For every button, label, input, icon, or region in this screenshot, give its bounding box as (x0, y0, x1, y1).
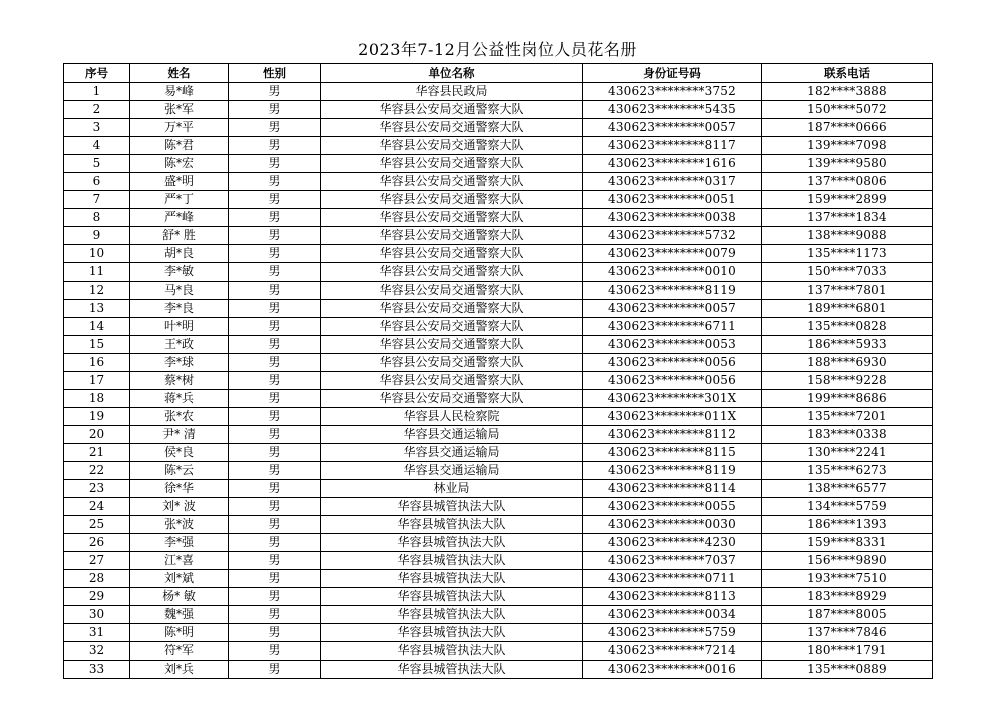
cell-id-number: 430623********5759 (583, 624, 762, 642)
cell-unit: 华容县公安局交通警察大队 (321, 281, 583, 299)
cell-name: 江*喜 (130, 552, 229, 570)
cell-index: 17 (64, 371, 130, 389)
cell-name: 魏*强 (130, 606, 229, 624)
table-row (64, 498, 933, 516)
cell-id-number: 430623********5435 (583, 101, 762, 119)
cell-gender: 男 (229, 570, 321, 588)
cell-id-number: 430623********0056 (583, 371, 762, 389)
table-row (64, 83, 933, 101)
cell-unit: 华容县公安局交通警察大队 (321, 245, 583, 263)
cell-index: 15 (64, 335, 130, 353)
cell-unit: 华容县城管执法大队 (321, 642, 583, 660)
cell-index: 28 (64, 570, 130, 588)
cell-phone: 159****8331 (762, 534, 933, 552)
cell-id-number: 430623********0010 (583, 263, 762, 281)
cell-phone: 186****1393 (762, 516, 933, 534)
cell-name: 李*球 (130, 353, 229, 371)
cell-name: 马*良 (130, 281, 229, 299)
table-row (64, 371, 933, 389)
cell-gender: 男 (229, 119, 321, 137)
cell-id-number: 430623********8113 (583, 588, 762, 606)
page-title: 2023年7-12月公益性岗位人员花名册 (358, 40, 637, 59)
cell-gender: 男 (229, 191, 321, 209)
table-row (64, 281, 933, 299)
cell-phone: 137****1834 (762, 209, 933, 227)
cell-gender: 男 (229, 317, 321, 335)
cell-id-number: 430623********0057 (583, 119, 762, 137)
table-row (64, 407, 933, 425)
cell-phone: 134****5759 (762, 498, 933, 516)
cell-name: 陈*君 (130, 137, 229, 155)
cell-index: 27 (64, 552, 130, 570)
cell-index: 10 (64, 245, 130, 263)
col-header-unit: 单位名称 (321, 64, 583, 83)
table-row (64, 299, 933, 317)
cell-id-number: 430623********0055 (583, 498, 762, 516)
cell-index: 8 (64, 209, 130, 227)
cell-phone: 139****9580 (762, 155, 933, 173)
table-row (64, 335, 933, 353)
cell-phone: 137****7801 (762, 281, 933, 299)
table-row (64, 173, 933, 191)
cell-unit: 华容县城管执法大队 (321, 624, 583, 642)
cell-id-number: 430623********0051 (583, 191, 762, 209)
cell-id-number: 430623********0038 (583, 209, 762, 227)
cell-phone: 138****6577 (762, 480, 933, 498)
cell-unit: 华容县公安局交通警察大队 (321, 263, 583, 281)
cell-index: 32 (64, 642, 130, 660)
cell-index: 11 (64, 263, 130, 281)
cell-gender: 男 (229, 389, 321, 407)
cell-gender: 男 (229, 624, 321, 642)
cell-id-number: 430623********0711 (583, 570, 762, 588)
cell-phone: 150****5072 (762, 101, 933, 119)
table-row (64, 191, 933, 209)
table-row (64, 263, 933, 281)
cell-index: 14 (64, 317, 130, 335)
table-row (64, 624, 933, 642)
cell-unit: 华容县公安局交通警察大队 (321, 137, 583, 155)
table-row (64, 588, 933, 606)
cell-gender: 男 (229, 588, 321, 606)
cell-name: 陈*云 (130, 461, 229, 479)
cell-unit: 华容县公安局交通警察大队 (321, 335, 583, 353)
cell-index: 16 (64, 353, 130, 371)
col-header-gender: 性别 (229, 64, 321, 83)
cell-phone: 139****7098 (762, 137, 933, 155)
cell-id-number: 430623********6711 (583, 317, 762, 335)
cell-gender: 男 (229, 245, 321, 263)
table-row (64, 245, 933, 263)
col-header-id-number: 身份证号码 (583, 64, 762, 83)
cell-name: 盛*明 (130, 173, 229, 191)
table-row (64, 137, 933, 155)
cell-index: 3 (64, 119, 130, 137)
cell-index: 7 (64, 191, 130, 209)
cell-gender: 男 (229, 516, 321, 534)
cell-name: 舒* 胜 (130, 227, 229, 245)
cell-name: 刘*斌 (130, 570, 229, 588)
cell-phone: 156****9890 (762, 552, 933, 570)
cell-name: 叶*明 (130, 317, 229, 335)
cell-unit: 华容县城管执法大队 (321, 534, 583, 552)
cell-name: 张*农 (130, 407, 229, 425)
cell-name: 刘* 波 (130, 498, 229, 516)
cell-index: 30 (64, 606, 130, 624)
cell-gender: 男 (229, 209, 321, 227)
cell-name: 杨* 敏 (130, 588, 229, 606)
table-row (64, 552, 933, 570)
table-row (64, 389, 933, 407)
cell-id-number: 430623********7214 (583, 642, 762, 660)
cell-unit: 华容县民政局 (321, 83, 583, 101)
cell-name: 侯*良 (130, 443, 229, 461)
cell-phone: 135****7201 (762, 407, 933, 425)
cell-name: 尹* 清 (130, 425, 229, 443)
cell-gender: 男 (229, 443, 321, 461)
cell-index: 25 (64, 516, 130, 534)
cell-phone: 180****1791 (762, 642, 933, 660)
cell-index: 20 (64, 425, 130, 443)
cell-name: 徐*华 (130, 480, 229, 498)
cell-unit: 华容县城管执法大队 (321, 552, 583, 570)
cell-gender: 男 (229, 227, 321, 245)
cell-unit: 华容县公安局交通警察大队 (321, 173, 583, 191)
cell-name: 陈*明 (130, 624, 229, 642)
cell-id-number: 430623********0034 (583, 606, 762, 624)
cell-phone: 137****7846 (762, 624, 933, 642)
cell-unit: 华容县公安局交通警察大队 (321, 155, 583, 173)
cell-unit: 华容县公安局交通警察大队 (321, 371, 583, 389)
cell-phone: 158****9228 (762, 371, 933, 389)
cell-phone: 186****5933 (762, 335, 933, 353)
cell-gender: 男 (229, 498, 321, 516)
cell-phone: 182****3888 (762, 83, 933, 101)
cell-index: 29 (64, 588, 130, 606)
cell-id-number: 430623********4230 (583, 534, 762, 552)
cell-gender: 男 (229, 137, 321, 155)
table-row (64, 209, 933, 227)
cell-unit: 华容县城管执法大队 (321, 606, 583, 624)
cell-phone: 135****6273 (762, 461, 933, 479)
cell-unit: 华容县城管执法大队 (321, 498, 583, 516)
cell-phone: 159****2899 (762, 191, 933, 209)
cell-name: 刘*兵 (130, 660, 229, 678)
cell-phone: 183****8929 (762, 588, 933, 606)
cell-phone: 135****0828 (762, 317, 933, 335)
cell-id-number: 430623********0317 (583, 173, 762, 191)
cell-name: 张*波 (130, 516, 229, 534)
cell-id-number: 430623********8117 (583, 137, 762, 155)
cell-gender: 男 (229, 83, 321, 101)
cell-id-number: 430623********0057 (583, 299, 762, 317)
cell-gender: 男 (229, 660, 321, 678)
cell-index: 13 (64, 299, 130, 317)
cell-unit: 华容县城管执法大队 (321, 660, 583, 678)
cell-id-number: 430623********8119 (583, 461, 762, 479)
table-row (64, 119, 933, 137)
cell-id-number: 430623********0079 (583, 245, 762, 263)
cell-gender: 男 (229, 371, 321, 389)
table-row (64, 534, 933, 552)
cell-unit: 林业局 (321, 480, 583, 498)
cell-name: 符*军 (130, 642, 229, 660)
cell-unit: 华容县公安局交通警察大队 (321, 389, 583, 407)
cell-gender: 男 (229, 407, 321, 425)
cell-name: 李*敏 (130, 263, 229, 281)
cell-id-number: 430623********8114 (583, 480, 762, 498)
cell-id-number: 430623********0016 (583, 660, 762, 678)
cell-id-number: 430623********3752 (583, 83, 762, 101)
table-row (64, 461, 933, 479)
cell-phone: 187****8005 (762, 606, 933, 624)
cell-index: 5 (64, 155, 130, 173)
table-header (64, 64, 933, 83)
cell-id-number: 430623********8115 (583, 443, 762, 461)
table-body (64, 83, 933, 679)
cell-unit: 华容县交通运输局 (321, 461, 583, 479)
header-row (64, 64, 933, 83)
col-header-name: 姓名 (130, 64, 229, 83)
cell-gender: 男 (229, 263, 321, 281)
cell-id-number: 430623********0030 (583, 516, 762, 534)
cell-name: 万*平 (130, 119, 229, 137)
cell-phone: 189****6801 (762, 299, 933, 317)
table-row (64, 425, 933, 443)
cell-unit: 华容县公安局交通警察大队 (321, 119, 583, 137)
cell-unit: 华容县交通运输局 (321, 443, 583, 461)
cell-id-number: 430623********0053 (583, 335, 762, 353)
cell-name: 李*良 (130, 299, 229, 317)
cell-name: 蒋*兵 (130, 389, 229, 407)
cell-phone: 188****6930 (762, 353, 933, 371)
cell-name: 严*峰 (130, 209, 229, 227)
table-row (64, 443, 933, 461)
cell-index: 1 (64, 83, 130, 101)
cell-id-number: 430623********5732 (583, 227, 762, 245)
cell-unit: 华容县人民检察院 (321, 407, 583, 425)
cell-gender: 男 (229, 101, 321, 119)
table-row (64, 317, 933, 335)
cell-gender: 男 (229, 281, 321, 299)
cell-gender: 男 (229, 606, 321, 624)
cell-gender: 男 (229, 461, 321, 479)
cell-index: 22 (64, 461, 130, 479)
cell-unit: 华容县城管执法大队 (321, 588, 583, 606)
cell-gender: 男 (229, 480, 321, 498)
cell-phone: 199****8686 (762, 389, 933, 407)
cell-index: 18 (64, 389, 130, 407)
cell-name: 严*丁 (130, 191, 229, 209)
roster-table (63, 63, 933, 679)
cell-index: 19 (64, 407, 130, 425)
cell-id-number: 430623********7037 (583, 552, 762, 570)
cell-gender: 男 (229, 335, 321, 353)
cell-phone: 137****0806 (762, 173, 933, 191)
cell-unit: 华容县公安局交通警察大队 (321, 227, 583, 245)
cell-index: 23 (64, 480, 130, 498)
cell-index: 33 (64, 660, 130, 678)
cell-gender: 男 (229, 353, 321, 371)
cell-phone: 135****0889 (762, 660, 933, 678)
cell-gender: 男 (229, 299, 321, 317)
table-row (64, 101, 933, 119)
cell-unit: 华容县公安局交通警察大队 (321, 209, 583, 227)
cell-index: 24 (64, 498, 130, 516)
cell-index: 4 (64, 137, 130, 155)
cell-index: 2 (64, 101, 130, 119)
table-row (64, 642, 933, 660)
cell-unit: 华容县公安局交通警察大队 (321, 101, 583, 119)
table-row (64, 480, 933, 498)
cell-id-number: 430623********301X (583, 389, 762, 407)
cell-name: 胡*良 (130, 245, 229, 263)
cell-unit: 华容县公安局交通警察大队 (321, 353, 583, 371)
cell-id-number: 430623********1616 (583, 155, 762, 173)
col-header-index: 序号 (64, 64, 130, 83)
cell-phone: 150****7033 (762, 263, 933, 281)
table-row (64, 606, 933, 624)
table-row (64, 353, 933, 371)
cell-phone: 183****0338 (762, 425, 933, 443)
cell-name: 李*强 (130, 534, 229, 552)
cell-phone: 187****0666 (762, 119, 933, 137)
cell-id-number: 430623********0056 (583, 353, 762, 371)
table-row (64, 516, 933, 534)
cell-name: 陈*宏 (130, 155, 229, 173)
cell-unit: 华容县交通运输局 (321, 425, 583, 443)
cell-gender: 男 (229, 425, 321, 443)
cell-phone: 193****7510 (762, 570, 933, 588)
cell-gender: 男 (229, 173, 321, 191)
cell-index: 31 (64, 624, 130, 642)
cell-name: 易*峰 (130, 83, 229, 101)
cell-gender: 男 (229, 552, 321, 570)
cell-phone: 130****2241 (762, 443, 933, 461)
cell-gender: 男 (229, 642, 321, 660)
cell-unit: 华容县城管执法大队 (321, 516, 583, 534)
cell-name: 蔡*树 (130, 371, 229, 389)
cell-name: 王*政 (130, 335, 229, 353)
table-row (64, 660, 933, 678)
table-row (64, 155, 933, 173)
cell-index: 6 (64, 173, 130, 191)
cell-phone: 135****1173 (762, 245, 933, 263)
cell-id-number: 430623********011X (583, 407, 762, 425)
cell-gender: 男 (229, 534, 321, 552)
cell-index: 26 (64, 534, 130, 552)
cell-unit: 华容县公安局交通警察大队 (321, 299, 583, 317)
cell-gender: 男 (229, 155, 321, 173)
cell-unit: 华容县公安局交通警察大队 (321, 317, 583, 335)
cell-phone: 138****9088 (762, 227, 933, 245)
cell-index: 12 (64, 281, 130, 299)
cell-index: 21 (64, 443, 130, 461)
cell-unit: 华容县公安局交通警察大队 (321, 191, 583, 209)
cell-id-number: 430623********8112 (583, 425, 762, 443)
table-row (64, 227, 933, 245)
cell-name: 张*军 (130, 101, 229, 119)
cell-unit: 华容县城管执法大队 (321, 570, 583, 588)
table-row (64, 570, 933, 588)
col-header-phone: 联系电话 (762, 64, 933, 83)
cell-index: 9 (64, 227, 130, 245)
cell-id-number: 430623********8119 (583, 281, 762, 299)
